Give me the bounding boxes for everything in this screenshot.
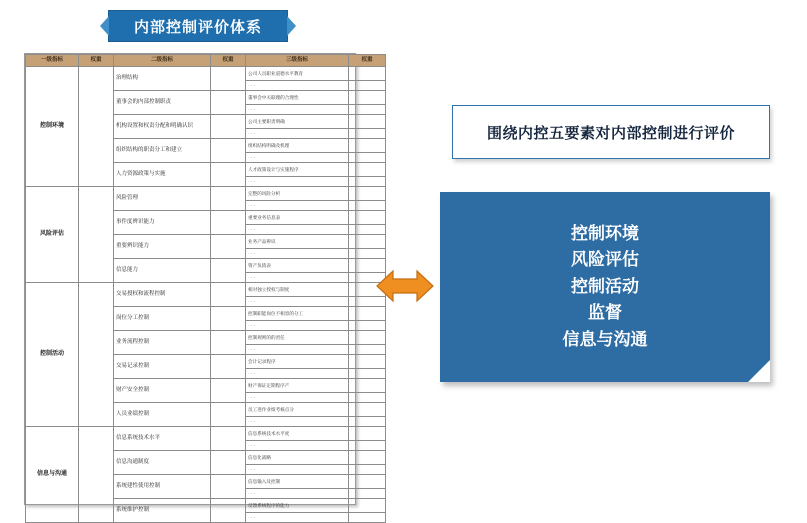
header-level1: 一级指标 [26, 55, 79, 67]
level3-label: 公司人员职业道德水平教育 [246, 67, 349, 81]
level3-weight [349, 465, 386, 475]
level3-weight [349, 475, 386, 489]
indicator-table [24, 53, 373, 520]
level3-dots: · · · [246, 201, 349, 211]
level2-label: 事件度辨识能力 [114, 211, 211, 235]
level3-label: 信息输入及控制 [246, 475, 349, 489]
level3-label: 董事会中关联理的合理性 [246, 91, 349, 105]
level2-label: 交易授权和流程控制 [114, 283, 211, 307]
level2-weight [211, 259, 246, 283]
level2-label: 系统维护控制 [114, 499, 211, 523]
header-level2: 二级指标 [114, 55, 211, 67]
level2-label: 交易记录控制 [114, 355, 211, 379]
level3-dots: · · · [246, 153, 349, 163]
level3-label: 控制规则的的责任 [246, 331, 349, 345]
level2-weight [211, 163, 246, 187]
group-label: 控制活动 [26, 283, 79, 427]
level2-weight [211, 475, 246, 499]
level3-weight [349, 379, 386, 393]
level2-label: 岗位分工控制 [114, 307, 211, 331]
header-weight2: 权重 [211, 55, 246, 67]
level3-dots: · · · [246, 345, 349, 355]
group-label: 信息与沟通 [26, 427, 79, 523]
level3-label: 公司主要职责明确 [246, 115, 349, 129]
table-body [26, 67, 386, 523]
table-row [26, 187, 386, 201]
level2-weight [211, 139, 246, 163]
level2-label: 治理结构 [114, 67, 211, 91]
level3-dots: · · · [246, 225, 349, 235]
level2-label: 财产安全控制 [114, 379, 211, 403]
level3-weight [349, 451, 386, 465]
group-label: 控制环境 [26, 67, 79, 187]
level3-weight [349, 393, 386, 403]
level3-label: 控制职能岗位不相容的分工 [246, 307, 349, 321]
table-row [26, 283, 386, 297]
element-line-2: 风险评估 [571, 250, 639, 270]
title-banner [108, 10, 288, 42]
banner-right-tail [287, 16, 296, 36]
level3-weight [349, 235, 386, 249]
banner-left-tail [100, 16, 109, 36]
group-weight [79, 283, 114, 427]
group-weight [79, 67, 114, 187]
header-level3: 三级指标 [246, 55, 349, 67]
element-line-4: 监督 [588, 303, 622, 323]
level3-weight [349, 331, 386, 345]
level3-weight [349, 163, 386, 177]
level3-label: 相对独立授权与制度 [246, 283, 349, 297]
level2-weight [211, 187, 246, 211]
level2-weight [211, 283, 246, 307]
level3-weight [349, 187, 386, 201]
level3-dots: · · · [246, 513, 349, 523]
level3-dots: · · · [246, 177, 349, 187]
right-title-box [452, 105, 770, 159]
level3-weight [349, 369, 386, 379]
level3-label: 资产负债表 [246, 259, 349, 273]
level2-weight [211, 91, 246, 115]
level3-weight [349, 307, 386, 321]
level3-weight [349, 211, 386, 225]
level3-weight [349, 105, 386, 115]
level3-weight [349, 139, 386, 153]
level2-weight [211, 211, 246, 235]
level2-weight [211, 235, 246, 259]
level2-weight [211, 331, 246, 355]
level3-weight [349, 417, 386, 427]
level2-label: 人员业绩控制 [114, 403, 211, 427]
level3-label: 财产保证定期程序产 [246, 379, 349, 393]
level2-weight [211, 67, 246, 91]
level2-weight [211, 115, 246, 139]
level3-weight [349, 403, 386, 417]
right-title-text: 围绕内控五要素对内部控制进行评价 [486, 124, 735, 142]
level3-label: 会计记录程序 [246, 355, 349, 369]
level2-label: 董事会的内部控制职责 [114, 91, 211, 115]
level3-dots: · · · [246, 369, 349, 379]
level3-weight [349, 115, 386, 129]
level3-dots: · · · [246, 129, 349, 139]
level3-dots: · · · [246, 297, 349, 307]
level3-label: 反馈系统程序的能力 [246, 499, 349, 513]
indicator-grid [25, 54, 386, 523]
table-row [26, 427, 386, 441]
level2-label: 信息系统技术水平 [114, 427, 211, 451]
level3-dots: · · · [246, 321, 349, 331]
level2-label: 系统建性使用控制 [114, 475, 211, 499]
level3-label: 人才政策设计与实施程序 [246, 163, 349, 177]
corner-fold [748, 360, 770, 382]
header-weight1: 权重 [79, 55, 114, 67]
level2-label: 信息能力 [114, 259, 211, 283]
level3-dots: · · · [246, 441, 349, 451]
level3-weight [349, 67, 386, 81]
level3-weight [349, 345, 386, 355]
level3-label: 重要业务信息表 [246, 211, 349, 225]
left-right-arrow-icon [375, 265, 435, 307]
level2-label: 机构设置和权责分配和明确认识 [114, 115, 211, 139]
level3-label: 信息化战略 [246, 451, 349, 465]
level2-label: 业务流程控制 [114, 331, 211, 355]
level3-dots: · · · [246, 105, 349, 115]
level3-weight [349, 355, 386, 369]
element-line-3: 控制活动 [571, 276, 639, 296]
level2-label: 人力资源政策与实施 [114, 163, 211, 187]
level3-label: 组织结构明确及机理 [246, 139, 349, 153]
level3-weight [349, 513, 386, 523]
group-weight [79, 187, 114, 283]
level2-label: 信息沟通制度 [114, 451, 211, 475]
level3-weight [349, 201, 386, 211]
level3-label: 业务产品辨识 [246, 235, 349, 249]
group-weight [79, 427, 114, 523]
title-text: 内部控制评价体系 [133, 18, 262, 36]
level2-weight [211, 355, 246, 379]
level3-dots: · · · [246, 273, 349, 283]
level3-weight [349, 91, 386, 105]
level3-weight [349, 249, 386, 259]
element-line-1: 控制环境 [571, 224, 639, 244]
level3-weight [349, 489, 386, 499]
level2-weight [211, 403, 246, 427]
level2-weight [211, 427, 246, 451]
table-row [26, 67, 386, 81]
level2-label: 风险管理 [114, 187, 211, 211]
level3-weight [349, 225, 386, 235]
group-label: 风险评估 [26, 187, 79, 283]
level3-dots: · · · [246, 417, 349, 427]
level3-weight [349, 441, 386, 451]
level3-label: 信息系统技术水平度 [246, 427, 349, 441]
level3-dots: · · · [246, 249, 349, 259]
level2-weight [211, 307, 246, 331]
level2-label: 组织结构的职责分工和建立 [114, 139, 211, 163]
level3-weight [349, 81, 386, 91]
level3-weight [349, 427, 386, 441]
level3-dots: · · · [246, 489, 349, 499]
level3-dots: · · · [246, 81, 349, 91]
level3-weight [349, 177, 386, 187]
header-weight3: 权重 [349, 55, 386, 67]
level3-dots: · · · [246, 465, 349, 475]
level2-weight [211, 379, 246, 403]
level3-weight [349, 153, 386, 163]
table-header-row [26, 55, 386, 67]
level2-weight [211, 499, 246, 523]
level2-label: 重要辨识能力 [114, 235, 211, 259]
level3-weight [349, 499, 386, 513]
level3-dots: · · · [246, 393, 349, 403]
five-elements-panel [440, 192, 770, 382]
level3-label: 完整的风险分析 [246, 187, 349, 201]
level3-weight [349, 129, 386, 139]
level2-weight [211, 451, 246, 475]
element-line-5: 信息与沟通 [562, 329, 648, 349]
level3-weight [349, 321, 386, 331]
level3-label: 员工进作业绩考核点分 [246, 403, 349, 417]
